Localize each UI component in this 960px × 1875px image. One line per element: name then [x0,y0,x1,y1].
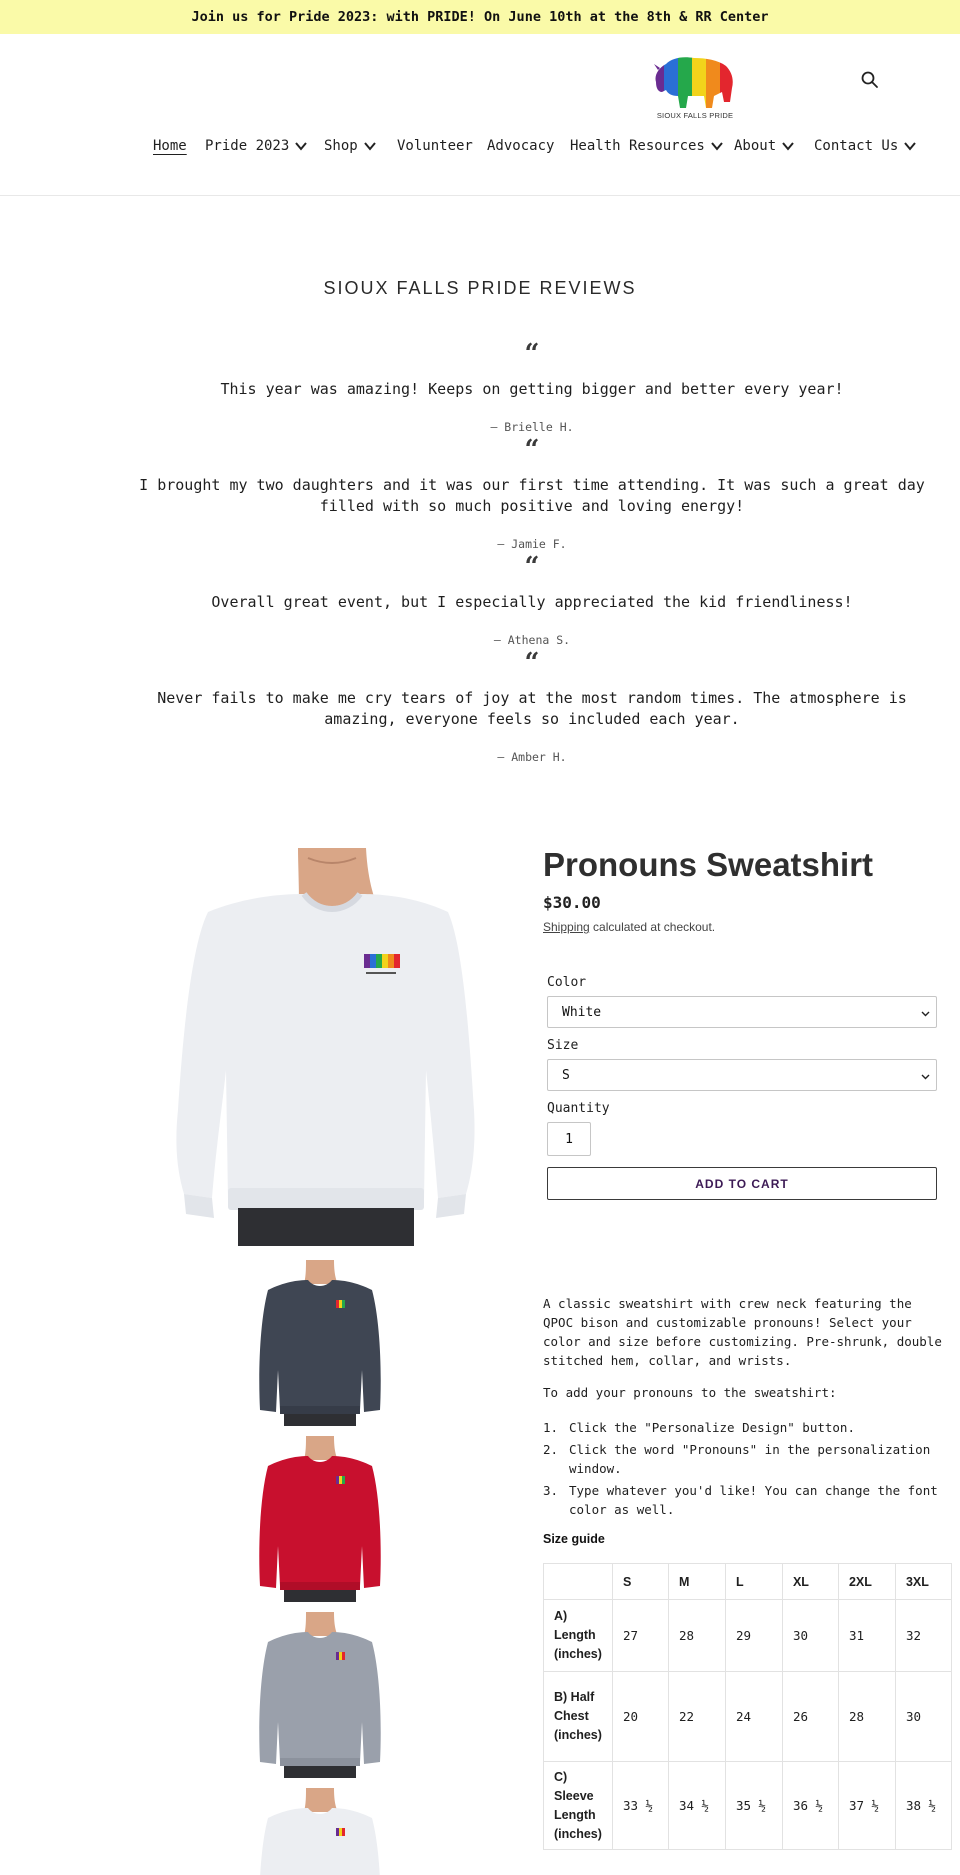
search-icon[interactable] [860,70,880,90]
product-thumbnail-white[interactable] [254,1788,386,1875]
product-price: $30.00 [543,893,601,912]
table-header-cell: XL [782,1564,838,1600]
shipping-note [543,920,715,934]
table-cell: 36 ½ [782,1762,838,1850]
nav-contact-us[interactable] [814,138,917,154]
step-text: Type whatever you'd like! You can change the font color as well. [569,1483,938,1517]
table-cell: 32 [895,1600,951,1672]
shipping-link[interactable]: Shipping [543,920,590,934]
table-cell: 20 [612,1672,668,1762]
nav-volunteer[interactable] [397,138,473,154]
shipping-text: calculated at checkout. [589,920,716,934]
table-row-header: B) Half Chest (inches) [544,1672,613,1762]
review-author: — Brielle H. [490,420,574,434]
table-cell: 34 ½ [668,1762,725,1850]
table-cell: 28 [668,1600,725,1672]
size-label: Size [547,1038,579,1053]
table-header-cell: S [612,1564,668,1600]
nav-home-label: Home [153,138,187,154]
table-header-row [544,1564,952,1600]
logo-text: SIOUX FALLS PRIDE [656,111,734,120]
nav-health-resources[interactable] [570,138,724,154]
nav-about[interactable] [734,138,795,154]
table-cell: 38 ½ [895,1762,951,1850]
chevron-down-icon [781,139,795,153]
table-row [544,1600,952,1672]
nav-volunteer-label: Volunteer [397,138,473,154]
step-text: Click the word "Pronouns" in the personalization window. [569,1442,931,1476]
announcement-bar[interactable] [0,0,960,34]
chevron-down-icon [921,1009,930,1018]
table-row-header: C) Sleeve Length (inches) [544,1762,613,1850]
table-cell: 30 [895,1672,951,1762]
header-divider [0,195,960,196]
product-thumbnail-red[interactable] [254,1436,386,1602]
table-header-cell: L [725,1564,782,1600]
chevron-down-icon [710,139,724,153]
size-guide-table [543,1563,952,1850]
list-item: 3. Type whatever you'd like! You can change the font color as well. [543,1481,943,1519]
chevron-down-icon [363,139,377,153]
table-cell: 28 [838,1672,895,1762]
table-cell: 31 [838,1600,895,1672]
review-item [130,339,934,434]
quantity-label: Quantity [547,1101,610,1116]
table-cell: 22 [668,1672,725,1762]
review-text: Overall great event, but I especially appreciated the kid friendliness! [211,593,853,611]
table-cell: 30 [782,1600,838,1672]
review-item [130,552,934,647]
size-guide-heading: Size guide [543,1532,605,1546]
nav-home[interactable] [153,138,187,154]
table-header-cell: M [668,1564,725,1600]
chevron-down-icon [903,139,917,153]
color-label: Color [547,975,587,990]
table-header-cell [544,1564,613,1600]
nav-advocacy-label: Advocacy [487,138,555,154]
step-text: Click the "Personalize Design" button. [569,1420,855,1435]
table-cell: 37 ½ [838,1762,895,1850]
chevron-down-icon [294,139,308,153]
instructions-intro: To add your pronouns to the sweatshirt: [543,1385,837,1400]
quantity-input[interactable]: 1 [547,1122,591,1156]
quote-icon: “ [524,552,540,582]
chevron-down-icon [921,1072,930,1081]
instructions-list [543,1418,943,1522]
review-author: — Jamie F. [497,537,567,551]
table-cell: 35 ½ [725,1762,782,1850]
table-cell: 33 ½ [612,1762,668,1850]
review-item [130,648,934,764]
color-select[interactable] [547,996,937,1028]
nav-health-resources-label: Health Resources [570,138,705,154]
table-row [544,1762,952,1850]
nav-pride-2023[interactable] [205,138,308,154]
review-text: This year was amazing! Keeps on getting bigger and better every year! [220,380,844,398]
table-cell: 26 [782,1672,838,1762]
table-header-cell: 3XL [895,1564,951,1600]
list-item: 1. Click the "Personalize Design" button. [543,1420,855,1435]
table-header-cell: 2XL [838,1564,895,1600]
quote-icon: “ [524,435,540,465]
product-main-image[interactable] [168,848,478,1246]
nav-about-label: About [734,138,777,154]
review-text: Never fails to make me cry tears of joy at the most random times. The atmosphere is amazing, everyone feels so included each year. [157,689,907,728]
reviews-heading: SIOUX FALLS PRIDE REVIEWS [323,278,637,298]
review-text: I brought my two daughters and it was our first time attending. It was such a great day filled with so much positive and loving energy! [139,476,925,515]
product-description: A classic sweatshirt with crew neck featuring the QPOC bison and customizable pronouns! Select your color and size before customizing. Pre-shrunk, double stitched hem, collar, and wrists. [543,1296,942,1368]
table-cell: 27 [612,1600,668,1672]
add-to-cart-button[interactable]: ADD TO CART [547,1167,937,1200]
announcement-text: Join us for Pride 2023: with PRIDE! On June 10th at the 8th & RR Center [191,9,769,25]
review-author: — Amber H. [497,750,567,764]
list-item: 2. Click the word "Pronouns" in the personalization window. [543,1440,943,1478]
quote-icon: “ [524,648,540,678]
table-cell: 24 [725,1672,782,1762]
review-item [130,435,934,551]
nav-shop-label: Shop [324,138,358,154]
review-author: — Athena S. [493,633,571,647]
main-nav [0,138,960,162]
nav-shop[interactable] [324,138,377,154]
quote-icon: “ [524,339,540,369]
product-title: Pronouns Sweatshirt [543,846,874,883]
nav-advocacy[interactable] [487,138,554,154]
product-thumbnail-grey[interactable] [254,1612,386,1778]
table-row-header: A) Length (inches) [544,1600,613,1672]
nav-contact-us-label: Contact Us [814,138,899,154]
product-thumbnail-navy[interactable] [254,1260,386,1426]
nav-pride-2023-label: Pride 2023 [205,138,290,154]
table-cell: 29 [725,1600,782,1672]
size-select-value: S [562,1067,570,1083]
color-select-value: White [562,1004,602,1020]
size-select[interactable] [547,1059,937,1091]
table-row [544,1672,952,1762]
